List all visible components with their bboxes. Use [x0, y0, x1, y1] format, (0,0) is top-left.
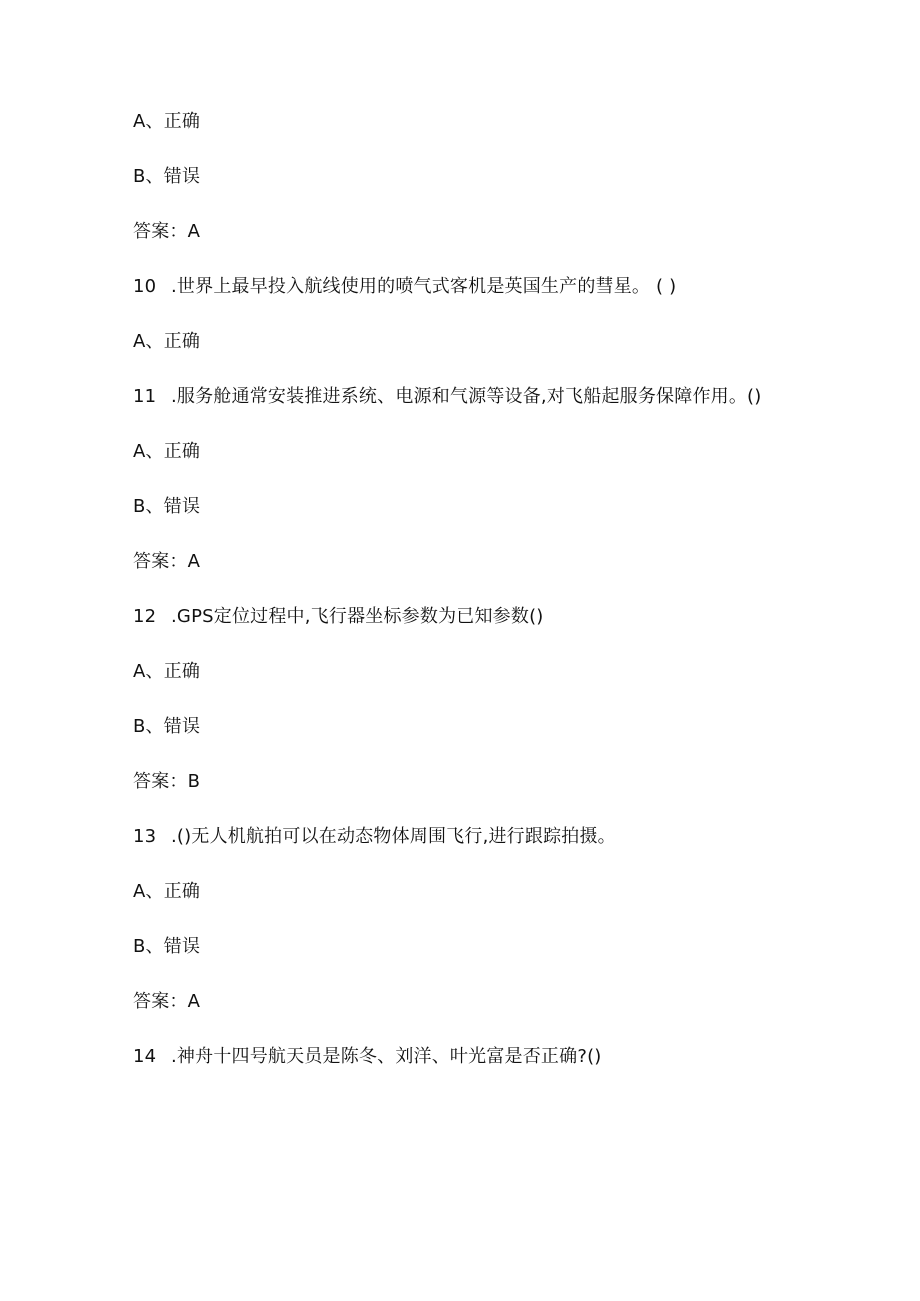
- option-line: [133, 330, 200, 354]
- option-text: A、正确: [133, 441, 201, 462]
- question-line: [133, 605, 544, 629]
- option-line: [133, 495, 200, 519]
- option-text: A、正确: [133, 111, 201, 132]
- question-number: 12: [133, 606, 157, 627]
- question-line: [133, 275, 676, 299]
- option-line: [133, 660, 200, 684]
- option-text: B、错误: [133, 166, 201, 187]
- question-line: [133, 825, 616, 849]
- question-number: 13: [133, 826, 157, 847]
- option-text: B、错误: [133, 716, 201, 737]
- question-number: 11: [133, 386, 157, 407]
- option-line: [133, 935, 200, 959]
- answer-line: [133, 770, 200, 794]
- option-text: A、正确: [133, 881, 201, 902]
- option-line: [133, 165, 200, 189]
- option-line: [133, 880, 200, 904]
- question-text: .神舟十四号航天员是陈冬、刘洋、叶光富是否正确?(): [171, 1046, 602, 1067]
- question-number: 10: [133, 276, 157, 297]
- question-text: .世界上最早投入航线使用的喷气式客机是英国生产的彗星。 ( ): [171, 276, 677, 297]
- option-line: [133, 715, 200, 739]
- answer-text: 答案：B: [133, 771, 201, 792]
- option-line: [133, 440, 200, 464]
- answer-line: [133, 990, 200, 1014]
- question-text: .()无人机航拍可以在动态物体周围飞行,进行跟踪拍摄。: [171, 826, 616, 847]
- option-text: B、错误: [133, 936, 201, 957]
- answer-text: 答案：A: [133, 221, 201, 242]
- option-text: A、正确: [133, 331, 201, 352]
- answer-text: 答案：A: [133, 991, 201, 1012]
- option-text: A、正确: [133, 661, 201, 682]
- question-line: [133, 1045, 602, 1069]
- question-text: .服务舱通常安装推进系统、电源和气源等设备,对飞船起服务保障作用。(): [171, 386, 762, 407]
- option-line: [133, 110, 200, 134]
- option-text: B、错误: [133, 496, 201, 517]
- answer-line: [133, 220, 200, 244]
- answer-text: 答案：A: [133, 551, 201, 572]
- question-number: 14: [133, 1046, 157, 1067]
- answer-line: [133, 550, 200, 574]
- question-text: .GPS定位过程中,飞行器坐标参数为已知参数(): [171, 606, 544, 627]
- question-line: [133, 385, 762, 409]
